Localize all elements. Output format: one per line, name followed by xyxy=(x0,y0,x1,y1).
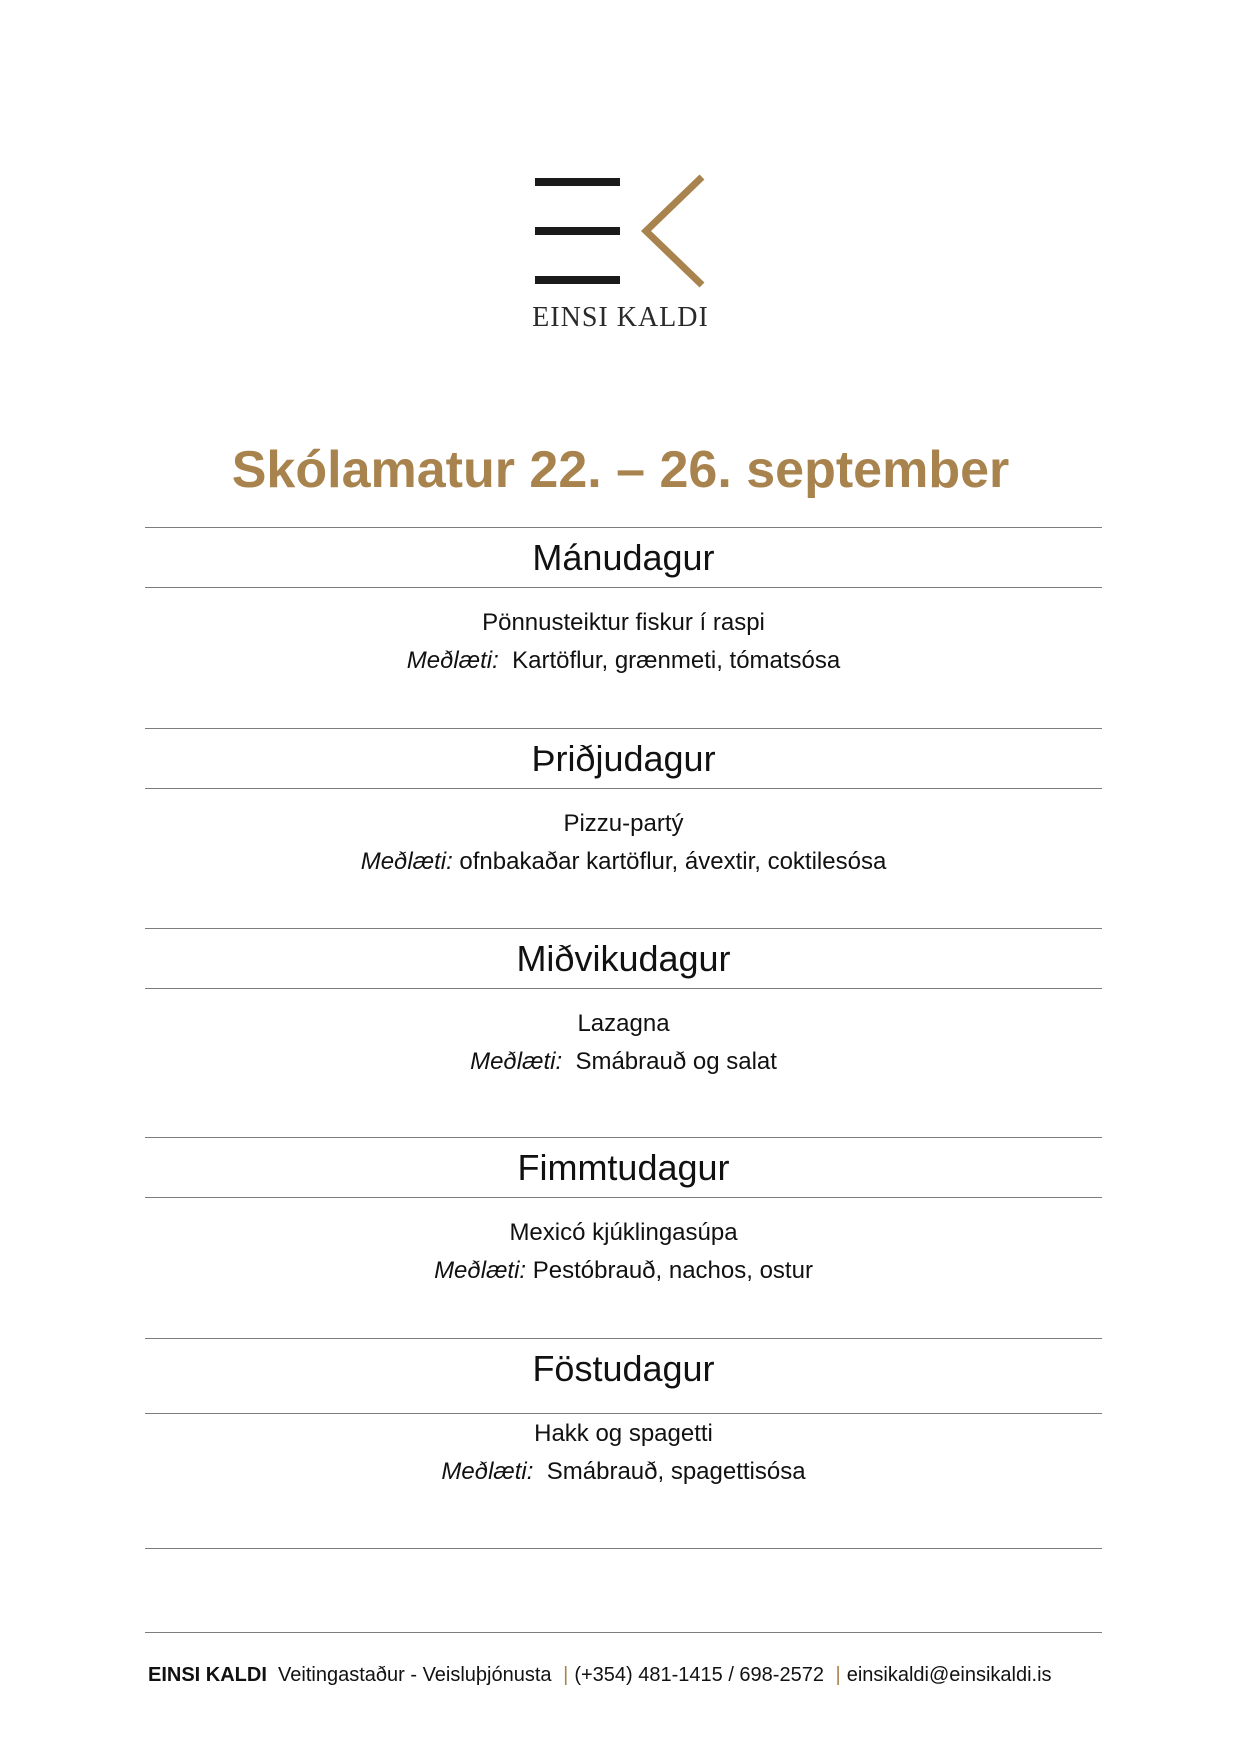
day-heading-thursday: Fimmtudagur xyxy=(517,1147,730,1188)
footer-separator: | xyxy=(835,1664,841,1686)
logo-wordmark: EINSI KALDI xyxy=(532,302,709,333)
side-tuesday xyxy=(145,848,1102,876)
dish-monday: Pönnusteiktur fiskur í raspi xyxy=(482,609,765,636)
side-thursday xyxy=(145,1257,1102,1285)
divider xyxy=(145,1137,1102,1138)
side-friday xyxy=(145,1458,1102,1486)
side-label: Meðlæti: xyxy=(470,1048,563,1075)
divider xyxy=(145,1197,1102,1198)
footer-divider xyxy=(145,1632,1102,1633)
divider xyxy=(145,1338,1102,1339)
day-heading-tuesday: Þriðjudagur xyxy=(531,738,716,779)
divider xyxy=(145,788,1102,789)
footer-tagline: Veitingastaður - Veisluþjónusta xyxy=(278,1664,552,1686)
side-label: Meðlæti: xyxy=(434,1257,527,1284)
divider xyxy=(145,1548,1102,1549)
divider xyxy=(145,988,1102,989)
footer-email[interactable]: einsikaldi@einsikaldi.is xyxy=(846,1664,1052,1686)
side-items: Smábrauð og salat xyxy=(575,1048,777,1075)
page-title: Skólamatur 22. – 26. september xyxy=(231,441,1010,499)
side-label: Meðlæti: xyxy=(406,647,499,674)
side-monday xyxy=(145,647,1102,675)
divider xyxy=(145,527,1102,528)
side-wednesday xyxy=(145,1048,1102,1076)
logo xyxy=(0,0,1241,360)
dish-tuesday: Pizzu-partý xyxy=(563,810,684,837)
footer-separator: | xyxy=(563,1664,569,1686)
divider xyxy=(145,587,1102,588)
divider xyxy=(145,928,1102,929)
side-items: Pestóbrauð, nachos, ostur xyxy=(532,1257,813,1284)
day-heading-monday: Mánudagur xyxy=(532,537,715,578)
footer xyxy=(148,1664,1052,1687)
day-heading-wednesday: Miðvikudagur xyxy=(516,938,731,979)
side-label: Meðlæti: xyxy=(360,848,453,875)
footer-phone: (+354) 481-1415 / 698-2572 xyxy=(574,1664,824,1686)
dish-thursday: Mexicó kjúklingasúpa xyxy=(509,1219,738,1246)
side-items: Smábrauð, spagettisósa xyxy=(546,1458,806,1485)
dish-wednesday: Lazagna xyxy=(577,1010,670,1037)
divider xyxy=(145,1413,1102,1414)
side-items: Kartöflur, grænmeti, tómatsósa xyxy=(512,647,841,674)
side-items: ofnbakaðar kartöflur, ávextir, coktilesósa xyxy=(459,848,887,875)
day-heading-friday: Föstudagur xyxy=(532,1348,715,1389)
divider xyxy=(145,728,1102,729)
ek-monogram-icon xyxy=(530,172,710,292)
side-label: Meðlæti: xyxy=(441,1458,534,1485)
footer-brand: EINSI KALDI xyxy=(148,1664,267,1686)
dish-friday: Hakk og spagetti xyxy=(534,1420,713,1447)
